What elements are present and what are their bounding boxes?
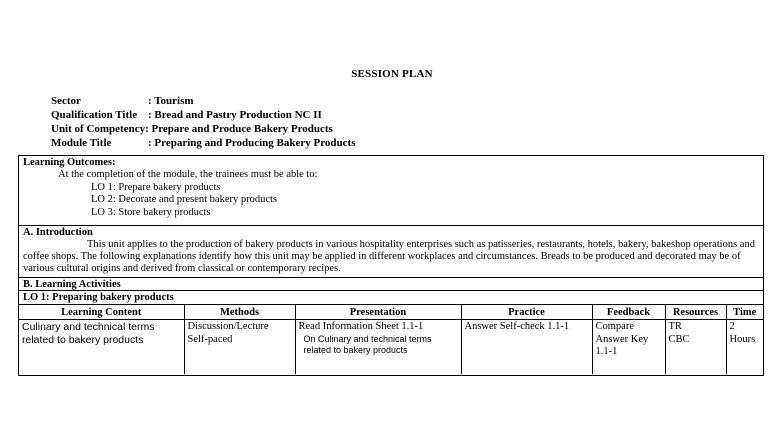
- resources-cell: [665, 320, 726, 375]
- module-row: [51, 136, 356, 150]
- sector-row: [51, 94, 356, 108]
- learning-activities-heading: B. Learning Activities: [23, 279, 121, 290]
- column-header: Presentation: [295, 305, 461, 320]
- sector-value: : Tourism: [148, 95, 194, 107]
- column-header: Time: [726, 305, 763, 320]
- learning-outcomes-intro: At the completion of the module, the trainees must be able to:: [58, 169, 318, 180]
- table-row: [19, 320, 763, 375]
- plan-header: [51, 94, 356, 150]
- lo1-heading: LO 1: Preparing bakery products: [23, 292, 174, 303]
- table-header-row: [19, 305, 763, 320]
- column-header: Practice: [461, 305, 592, 320]
- column-header: Learning Content: [19, 305, 184, 320]
- time-cell: 2 Hours: [726, 320, 763, 375]
- unit-row: [51, 122, 356, 136]
- learning-activities-section: [19, 277, 763, 291]
- feedback-cell: Compare Answer Key 1.1-1: [592, 320, 665, 375]
- page-title: SESSION PLAN: [351, 68, 433, 80]
- unit-value: : Prepare and Produce Bakery Products: [145, 123, 333, 135]
- qualification-value: : Bread and Pastry Production NC II: [148, 109, 322, 121]
- sector-label: Sector: [51, 95, 81, 107]
- learning-outcomes-heading: Learning Outcomes:: [23, 157, 116, 168]
- presentation-line: Read Information Sheet 1.1-1: [298, 321, 424, 332]
- presentation-cell: [295, 320, 461, 375]
- introduction-section: [19, 225, 763, 277]
- unit-label: Unit of Competency: [51, 123, 146, 135]
- learning-content-cell: Culinary and technical terms related to bakery products: [19, 320, 184, 375]
- introduction-heading: A. Introduction: [23, 227, 93, 238]
- resources-line: TR: [668, 321, 682, 332]
- column-header: Feedback: [592, 305, 665, 320]
- column-header: Methods: [184, 305, 295, 320]
- qualification-row: [51, 108, 356, 122]
- qualification-label: Qualification Title: [51, 109, 138, 121]
- methods-line: Self-paced: [187, 333, 233, 345]
- module-value: : Preparing and Producing Bakery Products: [148, 137, 356, 149]
- module-label: Module Title: [51, 137, 112, 149]
- lo-item: LO 3: Store bakery products: [91, 206, 211, 218]
- lo1-section: [19, 290, 763, 304]
- methods-line: Discussion/Lecture: [187, 321, 269, 332]
- lo-item: LO 2: Decorate and present bakery products: [91, 194, 278, 205]
- presentation-detail: On Culinary and technical terms related to bakery products: [303, 333, 432, 355]
- session-plan-box: [18, 155, 764, 376]
- introduction-text: This unit applies to the production of bakery products in various hospitality enterprises such as patisseries, restaurants, hotels, bakery, bakeshop operations and coffee shops. The following explanations identify how this unit may be applied in different workplaces and circumstances. Breads to be produced and decorated may be of various cultural origins and derived from classical or contemporary recipes.: [23, 239, 755, 274]
- learning-outcomes-section: [19, 156, 763, 225]
- methods-cell: [184, 320, 295, 375]
- activities-table: [19, 304, 763, 374]
- lo-item: LO 1: Prepare bakery products: [91, 181, 221, 193]
- resources-line: CBC: [668, 333, 690, 345]
- practice-cell: Answer Self-check 1.1-1: [461, 320, 592, 375]
- column-header: Resources: [665, 305, 726, 320]
